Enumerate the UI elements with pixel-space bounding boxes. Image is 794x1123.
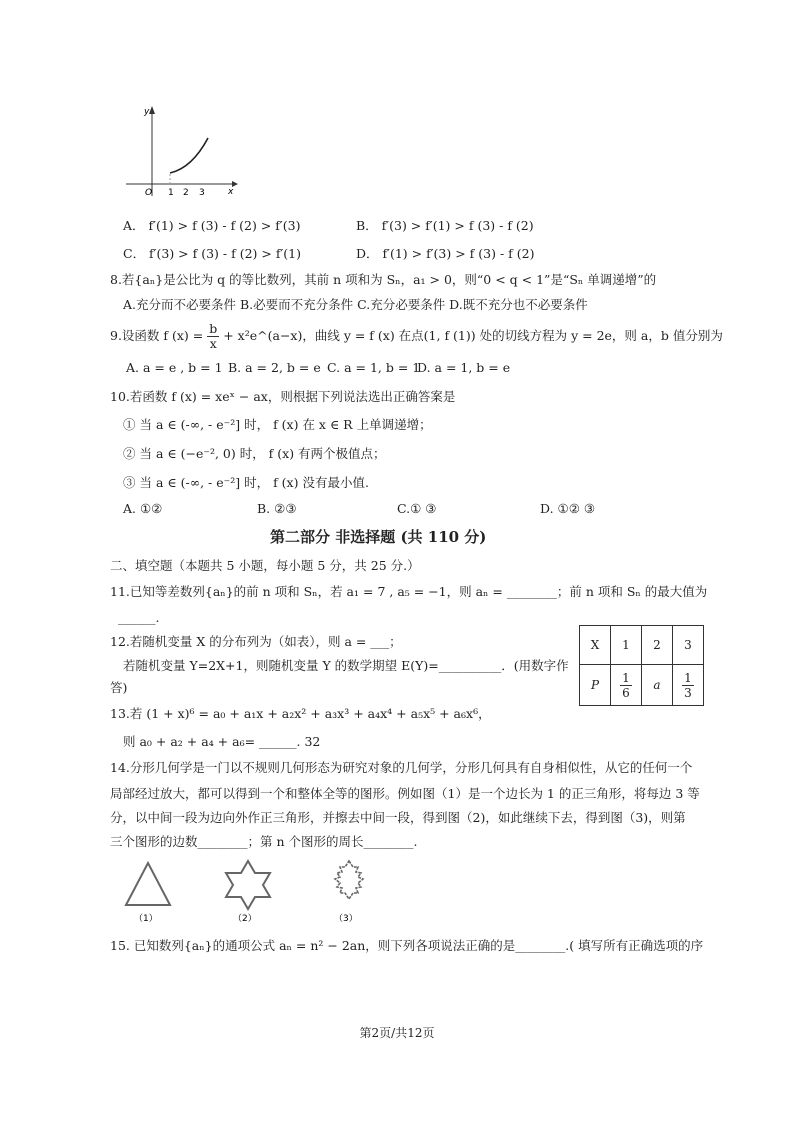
q12-line-1: 12.若随机变量 X 的分布列为（如表），则 a = ___； <box>110 634 402 649</box>
hexagram-figure <box>226 861 270 909</box>
q14-line-1: 14.分形几何学是一门以不规则几何形态为研究对象的几何学，分形几何具有自身相似性，从它的任何一个 <box>110 760 693 775</box>
function-curve <box>170 138 208 173</box>
table-cell <box>611 665 642 706</box>
table-row <box>580 665 704 706</box>
frac-den: 6 <box>622 685 630 700</box>
table-cell: a <box>642 665 673 706</box>
table-row <box>580 626 704 665</box>
q9-fraction <box>207 322 219 351</box>
q15-line-1: 15. 已知数列{aₙ}的通项公式 aₙ = n² − 2an，则下列各项说法正确的是________.( 填写所有正确选项的序 <box>110 938 704 953</box>
fractal-figures <box>120 855 380 927</box>
q7-option-b: B． f′(3) > f′(1) > f (3) - f (2) <box>356 218 534 233</box>
q14-line-2: 局部经过放大，都可以得到一个和整体全等的图形。例如图（1）是一个边长为 1 的正三角形，将每边 3 等 <box>110 786 700 801</box>
figure-label: （1） <box>134 914 158 924</box>
q13-line-2: 则 a₀ + a₂ + a₄ + a₆= ______. 32 <box>123 734 321 749</box>
q10-option-d: D. ①② ③ <box>540 501 596 516</box>
q10-option-b: B. ②③ <box>257 501 297 516</box>
q11-line-2: ______. <box>118 610 160 625</box>
table-cell: 1 <box>611 626 642 665</box>
frac-num: 1 <box>684 670 692 685</box>
table-cell: P <box>580 665 611 706</box>
q7-option-d: D． f′(1) > f′(3) > f (3) - f (2) <box>356 246 535 261</box>
tick-label: 1 <box>168 188 174 198</box>
prob-fraction <box>682 671 694 700</box>
distribution-table <box>579 625 704 706</box>
q10-option-c: C.① ③ <box>397 501 437 516</box>
q10-statement-2: ② 当 a ∈ (−e⁻², 0) 时， f (x) 有两个极值点； <box>123 446 386 461</box>
y-axis-arrow <box>149 106 155 114</box>
tick-label: 2 <box>183 188 189 198</box>
triangle-figure <box>126 863 170 905</box>
function-graph <box>120 100 240 200</box>
q8-options: A.充分而不必要条件 B.必要而不充分条件 C.充分必要条件 D.既不充分也不必要条件 <box>123 297 588 312</box>
q8-stem: 8.若{aₙ}是公比为 q 的等比数列，其前 n 项和为 Sₙ，a₁ > 0，则“0 < q < 1”是“Sₙ 单调递增”的 <box>110 272 657 287</box>
figure-label: （3） <box>334 914 358 924</box>
q9-stem <box>110 322 723 351</box>
section-title: 第二部分 非选择题 (共 110 分) <box>270 528 487 546</box>
table-cell: 3 <box>673 626 704 665</box>
q9-stem-suffix: + x²e^(a−x)，曲线 y = f (x) 在点(1, f (1)) 处的切线方程为 y = 2e，则 a，b 值分别为 <box>223 328 723 343</box>
frac-den: 3 <box>684 685 692 700</box>
table-cell: X <box>580 626 611 665</box>
q11-line-1: 11.已知等差数列{aₙ}的前 n 项和 Sₙ，若 a₁ = 7 , a₅ = −1，则 aₙ = ________；前 n 项和 Sₙ 的最大值为 <box>110 584 708 599</box>
q10-statement-1: ① 当 a ∈ (-∞, - e⁻²] 时， f (x) 在 x ∈ R 上单调递增； <box>123 417 432 432</box>
table-cell: 2 <box>642 626 673 665</box>
tick-label: 3 <box>199 188 205 198</box>
q10-stem: 10.若函数 f (x) = xeˣ − ax，则根据下列说法选出正确答案是 <box>110 389 456 404</box>
x-axis-label: x <box>228 187 234 197</box>
frac-num: 1 <box>622 670 630 685</box>
prob-fraction <box>620 671 632 700</box>
y-axis-label: y <box>144 107 150 117</box>
q14-line-3: 分，以中间一段为边向外作正三角形，并擦去中间一段，得到图（2)，如此继续下去，得到图（3)，则第 <box>110 810 686 825</box>
q12-line-2: 若随机变量 Y=2X+1，则随机变量 Y 的数学期望 E(Y)=__________．(用数字作 <box>123 658 569 673</box>
q9-option-d: D. a = 1, b = e <box>417 360 511 375</box>
q10-option-a: A. ①② <box>123 501 163 516</box>
q12-line-3: 答) <box>110 680 128 695</box>
page-footer: 第2页/共12页 <box>359 1026 435 1040</box>
q9-option-a: A. a = e , b = 1 <box>126 360 223 375</box>
q9-frac-den: x <box>209 336 217 351</box>
koch-figure <box>335 861 363 899</box>
q9-frac-num: b <box>209 321 218 336</box>
figure-label: （2） <box>233 914 257 924</box>
fill-blank-header: 二、填空题（本题共 5 小题，每小题 5 分，共 25 分.） <box>110 558 420 573</box>
q9-option-b: B. a = 2, b = e <box>228 360 321 375</box>
q14-line-4: 三个图形的边数________；第 n 个图形的周长________. <box>110 834 418 849</box>
q9-stem-prefix: 9.设函数 f (x) = <box>110 328 204 343</box>
q7-option-c: C． f′(3) > f (3) - f (2) > f′(1) <box>123 246 302 261</box>
q9-option-c: C. a = 1, b = 1 <box>327 360 421 375</box>
q13-line-1: 13.若 (1 + x)⁶ = a₀ + a₁x + a₂x² + a₃x³ + a₄x⁴ + a₅x⁵ + a₆x⁶， <box>110 706 491 721</box>
q7-option-a: A． f′(1) > f (3) - f (2) > f′(3) <box>123 218 301 233</box>
table-cell <box>673 665 704 706</box>
origin-label: O <box>145 188 153 198</box>
q10-statement-3: ③ 当 a ∈ (-∞, - e⁻²] 时， f (x) 没有最小值. <box>123 475 369 490</box>
